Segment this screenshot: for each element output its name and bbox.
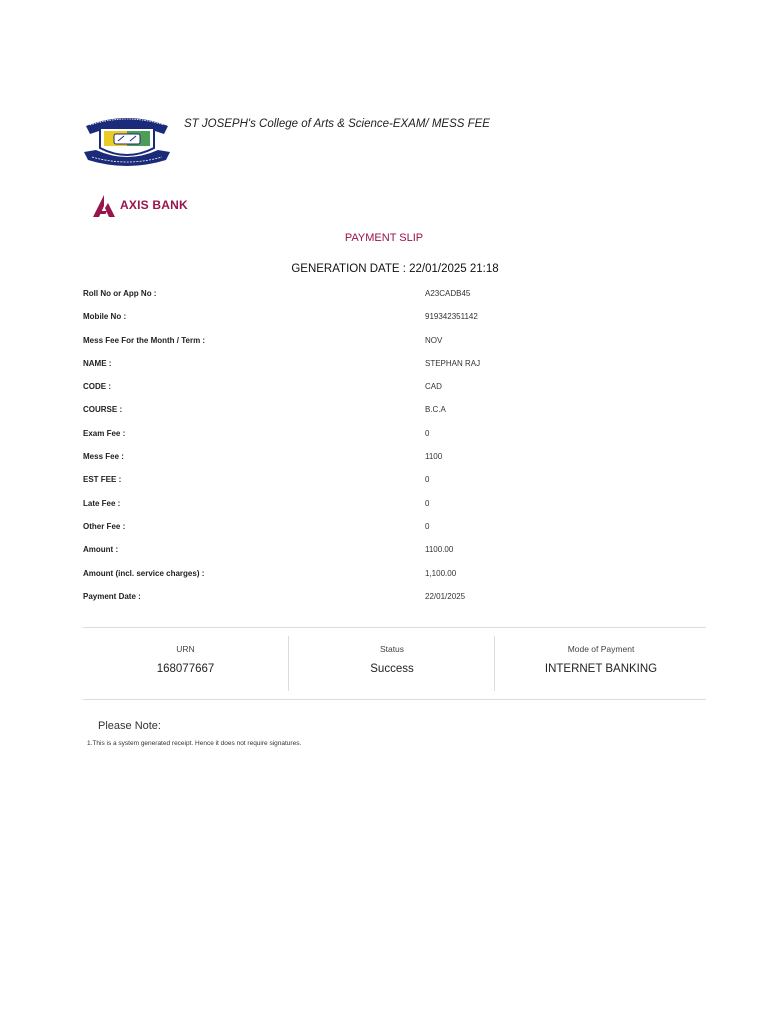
detail-row-est-fee <box>83 475 643 498</box>
detail-row-mess-fee <box>83 452 643 475</box>
detail-label: Mess Fee For the Month / Term : <box>83 335 206 345</box>
detail-label: Amount (incl. service charges) : <box>83 568 205 578</box>
detail-value: 0 <box>425 521 430 531</box>
detail-label: COURSE : <box>83 405 123 415</box>
detail-label: Other Fee : <box>83 521 126 531</box>
detail-row-mobile <box>83 312 643 335</box>
detail-row-amount <box>83 545 643 568</box>
detail-value: CAD <box>425 382 442 392</box>
axis-bank-logo-icon <box>92 194 116 218</box>
detail-row-code <box>83 382 643 405</box>
college-crest-icon <box>82 112 172 168</box>
detail-row-name <box>83 359 643 382</box>
generation-date: GENERATION DATE : 22/01/2025 21:18 <box>291 263 499 275</box>
detail-label: CODE : <box>83 382 111 392</box>
detail-value: 0 <box>425 475 430 485</box>
detail-label: Late Fee : <box>83 498 121 508</box>
detail-row-exam-fee <box>83 429 643 452</box>
urn-cell <box>83 636 288 691</box>
note-title: Please Note: <box>98 720 161 732</box>
payment-summary <box>83 627 706 700</box>
detail-value: 1100 <box>425 452 443 462</box>
detail-value: NOV <box>425 335 443 345</box>
detail-label: Exam Fee : <box>83 428 126 438</box>
detail-label: Mess Fee : <box>83 452 124 462</box>
bank-name: AXIS BANK <box>120 198 188 212</box>
detail-row-month <box>83 336 643 359</box>
detail-value: 0 <box>425 428 430 438</box>
detail-label: Mobile No : <box>83 312 127 322</box>
note-text: 1.This is a system generated receipt. Hence it does not require signatures. <box>87 740 302 747</box>
urn-value: 168077667 <box>156 663 215 675</box>
detail-row-amount-incl <box>83 569 643 592</box>
detail-value: STEPHAN RAJ <box>425 358 481 368</box>
detail-value: 1100.00 <box>425 545 454 555</box>
detail-row-other-fee <box>83 522 643 545</box>
payment-mode-cell <box>494 636 707 691</box>
detail-value: B.C.A <box>425 405 446 415</box>
detail-row-late-fee <box>83 499 643 522</box>
payment-mode-value: INTERNET BANKING <box>544 663 658 675</box>
detail-value: 0 <box>425 498 430 508</box>
slip-title: PAYMENT SLIP <box>344 232 424 244</box>
detail-row-roll-no <box>83 289 643 312</box>
college-header <box>82 112 702 168</box>
payment-details <box>83 289 643 615</box>
detail-label: NAME : <box>83 358 112 368</box>
detail-row-course <box>83 405 643 428</box>
detail-label: Roll No or App No : <box>83 289 157 298</box>
payment-mode-label: Mode of Payment <box>567 644 635 654</box>
status-cell <box>288 636 495 691</box>
detail-row-payment-date <box>83 592 643 615</box>
urn-label: URN <box>176 644 195 654</box>
status-value: Success <box>370 663 414 675</box>
detail-value: A23CADB45 <box>425 289 471 298</box>
detail-value: 22/01/2025 <box>425 591 466 601</box>
detail-value: 1,100.00 <box>425 568 457 578</box>
college-title: ST JOSEPH's College of Arts & Science-EXAM/ MESS FEE <box>184 118 490 130</box>
detail-value: 919342351142 <box>425 312 478 322</box>
detail-label: Payment Date : <box>83 591 141 601</box>
detail-label: Amount : <box>83 545 119 555</box>
status-label: Status <box>379 644 405 654</box>
detail-label: EST FEE : <box>83 475 122 485</box>
